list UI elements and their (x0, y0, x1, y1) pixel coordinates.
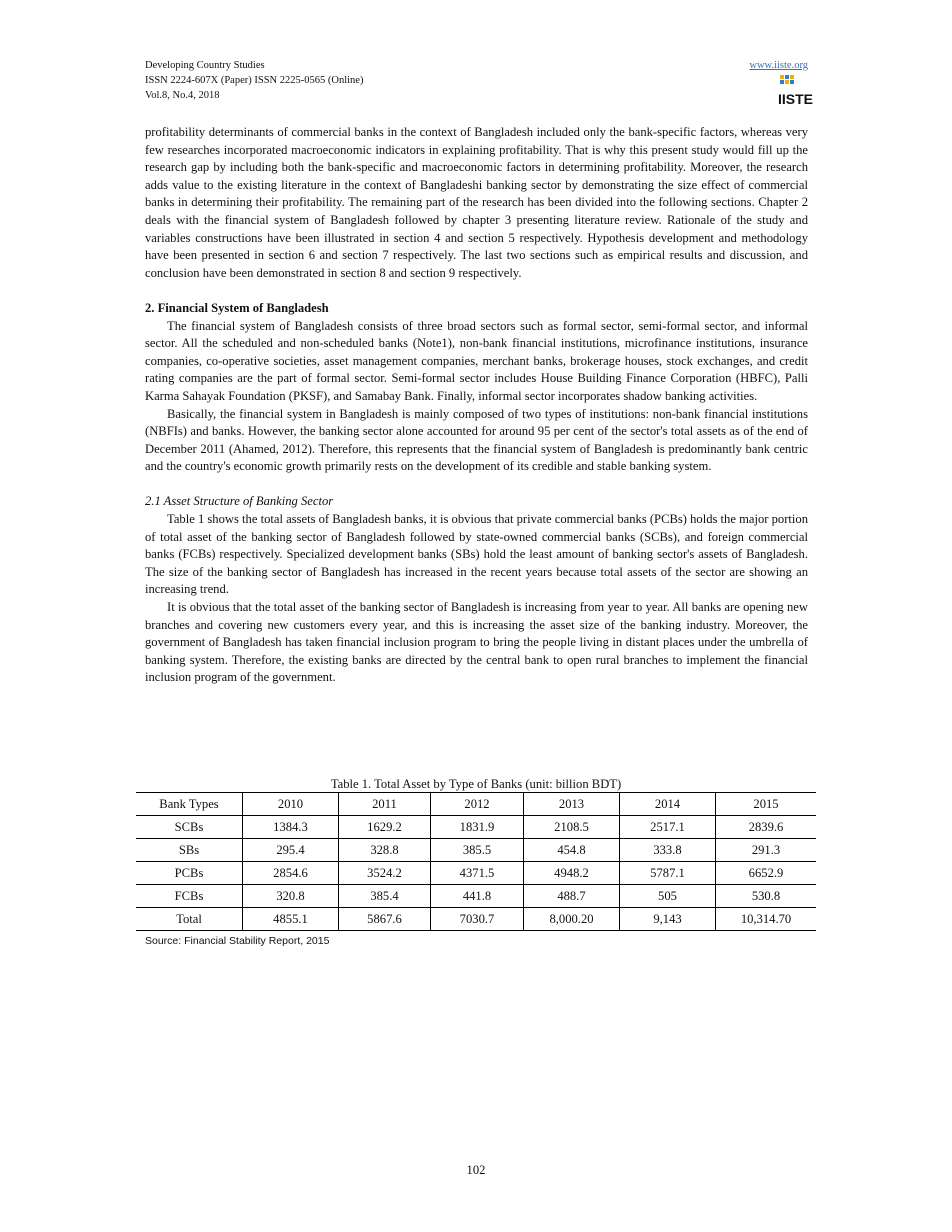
header-cell: 2012 (431, 793, 524, 816)
table-cell: 7030.7 (431, 908, 524, 931)
table-cell: SBs (178, 842, 200, 857)
header-cell: Bank Types (159, 796, 219, 811)
table-cell: 2839.6 (716, 816, 817, 839)
table-cell: 1831.9 (431, 816, 524, 839)
section-2-heading: 2. Financial System of Bangladesh (145, 300, 329, 315)
page-header (145, 58, 808, 103)
journal-url-link[interactable]: www.iiste.org (749, 60, 808, 71)
table-cell: 9,143 (620, 908, 716, 931)
intro-paragraph: profitability determinants of commercial banks in the context of Bangladesh included only the bank-specific factors, whereas very few researches incorporated macroeconomic indicators in explaining profitability. That is why this present study would fill up the research gap by including both the bank-specific and macroeconomic factors in determining profitability. Moreover, the research adds value to the existing literature in the context of Bangladeshi banking sector by demonstrating the size effect of commercial banks in determining their profitability. The remaining part of the research has been divided into the following sections. Chapter 2 deals with the financial system of Bangladesh followed by chapter 3 presenting literature review. Rationale of the study and variables constructions have been illustrated in section 4 and section 5 respectively. Hypothesis development and methodology have been presented in section 6 and section 7 respectively. The last two sections such as empirical results and discussion, and conclusion have been demonstrated in section 8 and section 9 respectively. (145, 125, 808, 280)
table-cell: 441.8 (431, 885, 524, 908)
table-cell: 385.5 (431, 839, 524, 862)
table-cell: Total (176, 911, 202, 926)
table-cell: 2854.6 (243, 862, 339, 885)
table-cell: 1629.2 (339, 816, 431, 839)
table-cell: FCBs (174, 888, 204, 903)
table-cell: 5787.1 (620, 862, 716, 885)
table-row (136, 839, 816, 862)
table-cell: 328.8 (339, 839, 431, 862)
table-cell: 291.3 (716, 839, 817, 862)
table-1 (136, 776, 816, 947)
table-header-row (136, 793, 816, 816)
section-2-1-paragraph-2: It is obvious that the total asset of the banking sector of Bangladesh is increasing from year to year. All banks are opening new branches and covering new customers every year, and this is increasing the asset size of the banking industry. Moreover, the government of Bangladesh has taken financial inclusion program to bring the people living in distant places under the umbrella of banking system. Therefore, the existing banks are directed by the central bank to open rural branches to implement the financial inclusion program of the government. (145, 600, 808, 685)
table-cell: 488.7 (524, 885, 620, 908)
table-cell: PCBs (174, 865, 204, 880)
header-cell: 2013 (524, 793, 620, 816)
header-cell: 2015 (716, 793, 817, 816)
article-body (145, 124, 808, 687)
table-cell: 320.8 (243, 885, 339, 908)
table-cell: 2517.1 (620, 816, 716, 839)
table-cell: 6652.9 (716, 862, 817, 885)
logo-text: IISTE (778, 91, 814, 107)
table-cell: 295.4 (243, 839, 339, 862)
table-cell: 1384.3 (243, 816, 339, 839)
section-2-1-heading: 2.1 Asset Structure of Banking Sector (145, 494, 334, 509)
header-cell: 2011 (339, 793, 431, 816)
table-cell: 505 (620, 885, 716, 908)
table-cell: 385.4 (339, 885, 431, 908)
table-source: Source: Financial Stability Report, 2015 (145, 935, 330, 947)
page-number: 102 (466, 1163, 486, 1177)
table-row (136, 862, 816, 885)
section-2-paragraph-1: The financial system of Bangladesh consists of three broad sectors such as formal sector, semi-formal sector, and informal sector. All the scheduled and non-scheduled banks (Note1), non-bank financial institutions, microfinance institutions, insurance companies, co-operative societies, asset management companies, merchant banks, brokerage houses, stock exchanges, and credit rating companies are the part of formal sector. Semi-formal sector includes House Building Finance Corporation (HBFC), Palli Karma Sahayak Foundation (PKSF), and Samabay Bank. Finally, informal sector incorporates shadow banking activities. (145, 318, 808, 403)
section-2-1-paragraph-1: Table 1 shows the total assets of Bangladesh banks, it is obvious that private commercial banks (PCBs) holds the major portion of total asset of the banking sector of Bangladesh followed by state-owned commercial banks (SCBs), and foreign commercial banks (FCBs) respectively. Specialized development banks (SBs) hold the least amount of banking sector's assets of Bangladesh. The size of the banking sector of Bangladesh has increased in the recent years because total assets of the sector are showing an increasing trend. (145, 512, 808, 597)
table-cell: 454.8 (524, 839, 620, 862)
journal-name: Developing Country Studies (145, 60, 265, 71)
header-cell: 2010 (243, 793, 339, 816)
section-2-paragraph-2: Basically, the financial system in Bangladesh is mainly composed of two types of institutions: non-bank financial institutions (NBFIs) and banks. However, the banking sector alone accounted for around 95 per cent of the sector's total assets as of the end of December 2011 (Ahamed, 2012). Therefore, this represents that the financial system of Bangladesh is predominantly bank centric and the country's economic growth primarily rests on the development of its credible and stable banking system. (145, 406, 808, 474)
journal-issn: ISSN 2224-607X (Paper) ISSN 2225-0565 (Online) (145, 75, 364, 86)
asset-table (136, 792, 816, 931)
table-cell: 4371.5 (431, 862, 524, 885)
table-row (136, 885, 816, 908)
table-cell: 10,314.70 (716, 908, 817, 931)
table-row (136, 816, 816, 839)
table-cell: 2108.5 (524, 816, 620, 839)
table-row-total (136, 908, 816, 931)
journal-volume: Vol.8, No.4, 2018 (145, 90, 220, 101)
table-cell: SCBs (174, 819, 204, 834)
table-cell: 5867.6 (339, 908, 431, 931)
table-cell: 3524.2 (339, 862, 431, 885)
iiste-logo-icon (778, 74, 814, 107)
table-cell: 4948.2 (524, 862, 620, 885)
header-cell: 2014 (620, 793, 716, 816)
table-cell: 8,000.20 (524, 908, 620, 931)
table-caption: Table 1. Total Asset by Type of Banks (unit: billion BDT) (330, 777, 622, 791)
table-cell: 4855.1 (243, 908, 339, 931)
table-cell: 333.8 (620, 839, 716, 862)
table-cell: 530.8 (716, 885, 817, 908)
